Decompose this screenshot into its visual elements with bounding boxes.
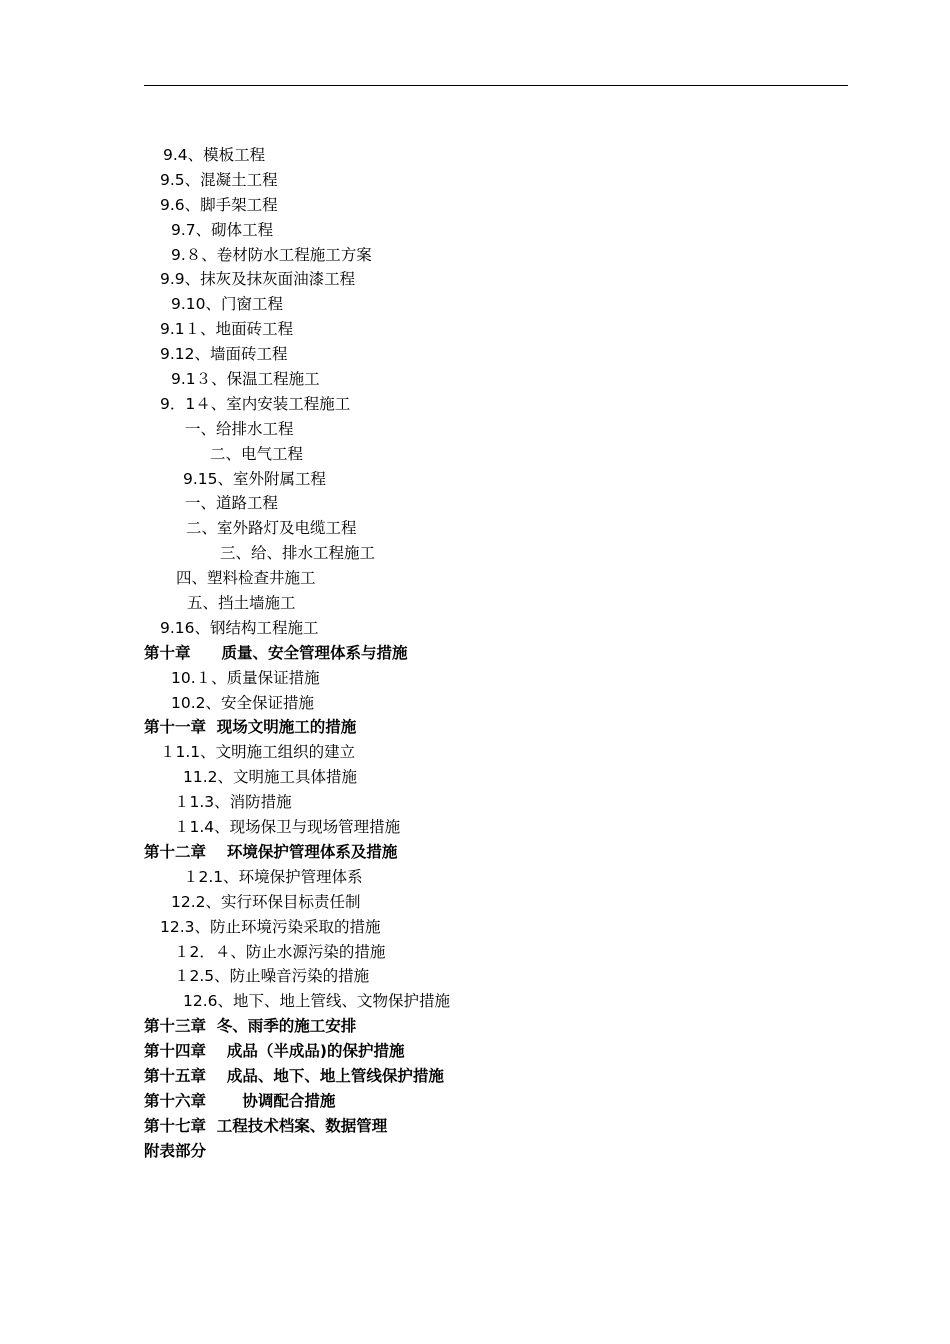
toc-entry: 11.2、文明施工具体措施 — [183, 768, 358, 787]
toc-entry: １2.5、防止噪音污染的措施 — [174, 967, 370, 986]
toc-entry: １1.1、文明施工组织的建立 — [160, 743, 356, 762]
toc-entry: 9.6、脚手架工程 — [160, 195, 278, 214]
toc-entry: １2．４、防止水源污染的措施 — [174, 942, 386, 961]
toc-entry: １1.3、消防措施 — [174, 793, 292, 812]
toc-chapter-heading: 第十四章 成品（半成品)的保护措施 — [144, 1042, 405, 1061]
toc-entry: 9.1１、地面砖工程 — [160, 320, 294, 339]
toc-entry: 四、塑料检查井施工 — [176, 569, 316, 588]
toc-entry: 五、挡土墙施工 — [187, 594, 296, 613]
toc-entry: 12.3、防止环境污染采取的措施 — [160, 917, 381, 936]
toc-chapter-heading: 第十二章 环境保护管理体系及措施 — [144, 842, 398, 861]
toc-entry: 9.7、砌体工程 — [171, 220, 274, 239]
toc-entry: 12.2、实行环保目标责任制 — [171, 892, 361, 911]
toc-entry: 9.10、门窗工程 — [171, 295, 284, 314]
toc-entry: 9.9、抹灰及抹灰面油漆工程 — [160, 270, 356, 289]
toc-entry: 三、给、排水工程施工 — [220, 544, 376, 563]
toc-entry: 9.15、室外附属工程 — [183, 469, 327, 488]
toc-chapter-heading: 第十三章 冬、雨季的施工安排 — [144, 1017, 357, 1036]
toc-entry: 9．1４、室内安装工程施工 — [160, 394, 351, 413]
toc-entry: 12.6、地下、地上管线、文物保护措施 — [183, 992, 451, 1011]
toc-chapter-heading: 第十六章 协调配合措施 — [144, 1091, 336, 1110]
toc-entry: 二、电气工程 — [210, 444, 304, 463]
toc-entry: 9.4、模板工程 — [163, 146, 266, 164]
toc-entry: 10.2、安全保证措施 — [171, 693, 315, 712]
toc-entry: 9.12、墙面砖工程 — [160, 345, 288, 364]
toc-chapter-heading: 附表部分 — [144, 1141, 207, 1160]
toc-entry: 二、室外路灯及电缆工程 — [186, 519, 357, 538]
toc-entry: １2.1、环境保护管理体系 — [183, 867, 363, 886]
table-of-contents — [0, 143, 950, 1164]
toc-chapter-heading: 第十五章 成品、地下、地上管线保护措施 — [144, 1066, 444, 1085]
toc-entry: 9.16、钢结构工程施工 — [160, 618, 319, 637]
toc-entry: 一、给排水工程 — [185, 419, 294, 438]
header-rule — [144, 85, 848, 86]
toc-chapter-heading: 第十七章 工程技术档案、数据管理 — [144, 1116, 388, 1135]
toc-chapter-heading: 第十一章 现场文明施工的措施 — [144, 718, 357, 737]
toc-entry: 9.5、混凝土工程 — [160, 170, 278, 189]
toc-entry: 10.１、质量保证措施 — [171, 668, 320, 687]
toc-chapter-heading: 第十章 质量、安全管理体系与措施 — [144, 643, 408, 662]
toc-entry: 9.８、卷材防水工程施工方案 — [171, 245, 372, 264]
toc-entry: 9.1３、保温工程施工 — [171, 370, 320, 389]
toc-entry: 一、道路工程 — [185, 494, 279, 513]
toc-entry: １1.4、现场保卫与现场管理措施 — [174, 818, 401, 837]
